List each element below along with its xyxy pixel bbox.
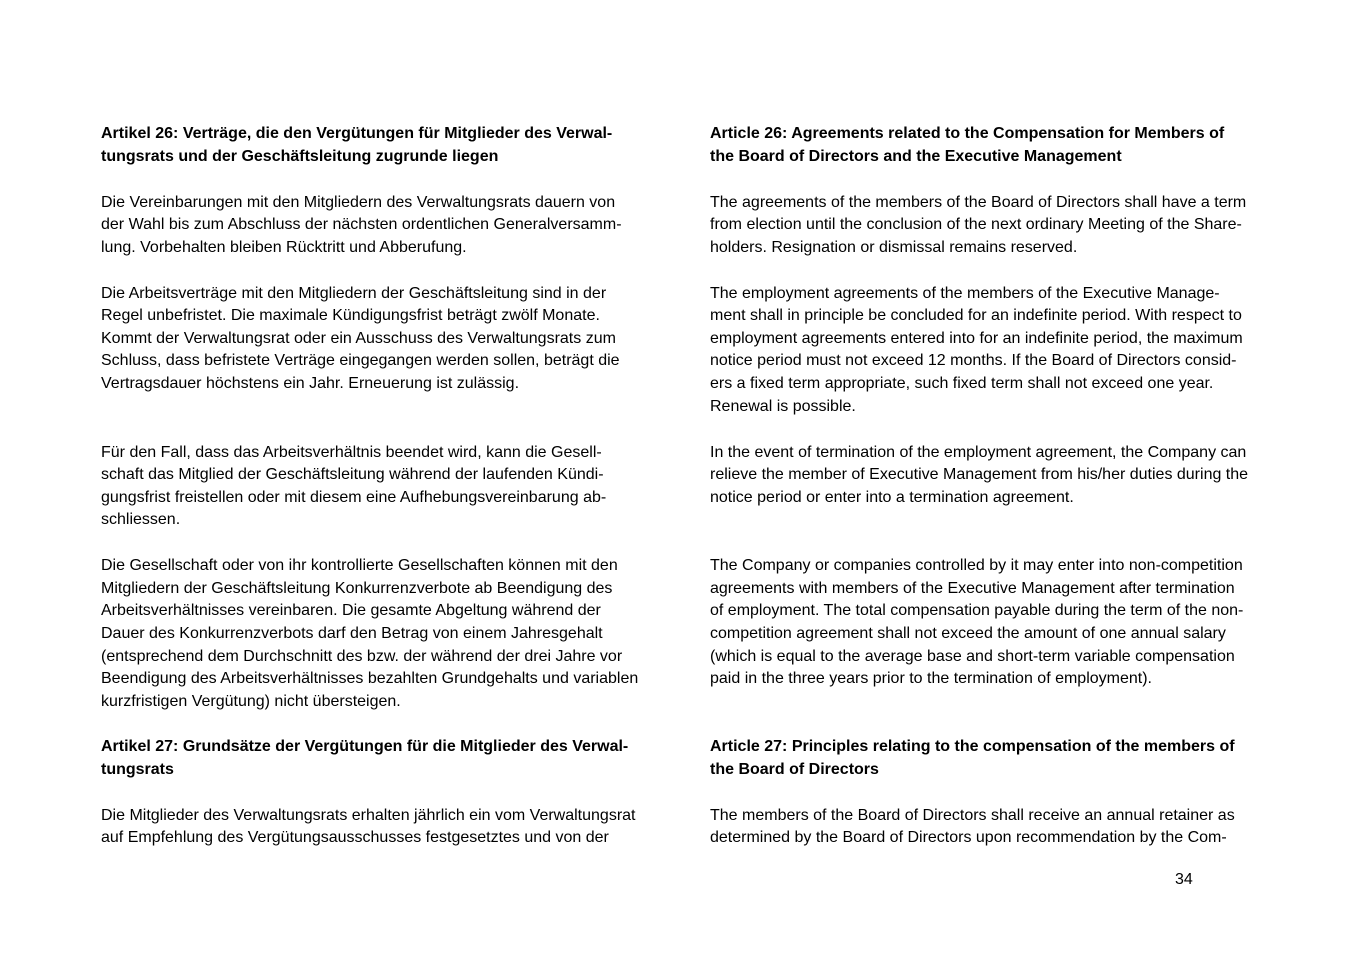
english-p2-line-5: ers a fixed term appropriate, such fixed term shall not exceed one year.: [710, 375, 1214, 392]
english-p4-line-1: The Company or companies controlled by it may enter into non-competition: [710, 557, 1243, 574]
german-p3-line-3: gungsfrist freistellen oder mit diesem eine Aufhebungsvereinbarung ab-: [101, 489, 607, 506]
english-p2-line-3: employment agreements entered into for an indefinite period, the maximum: [710, 330, 1243, 347]
english-p1-line-3: holders. Resignation or dismissal remains reserved.: [710, 239, 1078, 256]
german-p2-line-4: Schluss, dass befristete Verträge eingegangen werden sollen, beträgt die: [101, 352, 620, 369]
english-p2-line-2: ment shall in principle be concluded for an indefinite period. With respect to: [710, 307, 1242, 324]
german-p3-line-1: Für den Fall, dass das Arbeitsverhältnis beendet wird, kann die Gesell-: [101, 444, 602, 461]
english-p5-line-1: The members of the Board of Directors shall receive an annual retainer as: [710, 807, 1235, 824]
german-p4-line-5: (entsprechend dem Durchschnitt des bzw. der während der drei Jahre vor: [101, 648, 623, 665]
english-p1-line-1: The agreements of the members of the Board of Directors shall have a term: [710, 194, 1247, 211]
english-p2-line-6: Renewal is possible.: [710, 398, 856, 415]
english-p4-line-2: agreements with members of the Executive Management after termination: [710, 580, 1235, 597]
english-article-26-heading-line-1: Article 26: Agreements related to the Compensation for Members of: [710, 125, 1225, 142]
german-p2-line-1: Die Arbeitsverträge mit den Mitgliedern der Geschäftsleitung sind in der: [101, 285, 607, 302]
german-p3-line-4: schliessen.: [101, 511, 181, 528]
english-article-27-heading-line-1: Article 27: Principles relating to the compensation of the members of: [710, 738, 1235, 755]
german-article-26-heading-line-2: tungsrats und der Geschäftsleitung zugrunde liegen: [101, 148, 499, 165]
german-p1-line-2: der Wahl bis zum Abschluss der nächsten ordentlichen Generalversamm-: [101, 216, 622, 233]
german-p4-line-7: kurzfristigen Vergütung) nicht übersteigen.: [101, 693, 401, 710]
english-p4-line-4: competition agreement shall not exceed the amount of one annual salary: [710, 625, 1226, 642]
english-p4-line-6: paid in the three years prior to the termination of employment).: [710, 670, 1152, 687]
german-p4-line-6: Beendigung des Arbeitsverhältnisses bezahlten Grundgehalts und variablen: [101, 670, 639, 687]
german-article-27-heading-line-2: tungsrats: [101, 761, 174, 778]
page-number: 34: [1175, 871, 1193, 888]
english-p3-line-2: relieve the member of Executive Management from his/her duties during the: [710, 466, 1249, 483]
german-p3-line-2: schaft das Mitglied der Geschäftsleitung während der laufenden Kündi-: [101, 466, 604, 483]
german-p4-line-2: Mitgliedern der Geschäftsleitung Konkurrenzverbote ab Beendigung des: [101, 580, 613, 597]
german-p1-line-3: lung. Vorbehalten bleiben Rücktritt und Abberufung.: [101, 239, 467, 256]
german-p5-line-1: Die Mitglieder des Verwaltungsrats erhalten jährlich ein vom Verwaltungsrat: [101, 807, 636, 824]
german-p4-line-3: Arbeitsverhältnisses vereinbaren. Die gesamte Abgeltung während der: [101, 602, 601, 619]
english-p3-line-1: In the event of termination of the employment agreement, the Company can: [710, 444, 1247, 461]
german-article-27-heading-line-1: Artikel 27: Grundsätze der Vergütungen für die Mitglieder des Verwal-: [101, 738, 629, 755]
english-p3-line-3: notice period or enter into a termination agreement.: [710, 489, 1074, 506]
german-article-26-heading-line-1: Artikel 26: Verträge, die den Vergütungen für Mitglieder des Verwal-: [101, 125, 613, 142]
english-p4-line-3: of employment. The total compensation payable during the term of the non-: [710, 602, 1244, 619]
german-p2-line-5: Vertragsdauer höchstens ein Jahr. Erneuerung ist zulässig.: [101, 375, 520, 392]
german-p5-line-2: auf Empfehlung des Vergütungsausschusses festgesetztes und von der: [101, 829, 609, 846]
german-p4-line-1: Die Gesellschaft oder von ihr kontrollierte Gesellschaften können mit den: [101, 557, 618, 574]
english-p2-line-4: notice period must not exceed 12 months. If the Board of Directors consid-: [710, 352, 1237, 369]
german-p1-line-1: Die Vereinbarungen mit den Mitgliedern des Verwaltungsrats dauern von: [101, 194, 616, 211]
english-article-27-heading-line-2: the Board of Directors: [710, 761, 879, 778]
german-p2-line-2: Regel unbefristet. Die maximale Kündigungsfrist beträgt zwölf Monate.: [101, 307, 600, 324]
english-p1-line-2: from election until the conclusion of the next ordinary Meeting of the Share-: [710, 216, 1242, 233]
english-p2-line-1: The employment agreements of the members of the Executive Manage-: [710, 285, 1220, 302]
german-p2-line-3: Kommt der Verwaltungsrat oder ein Ausschuss des Verwaltungsrats zum: [101, 330, 616, 347]
english-p4-line-5: (which is equal to the average base and short-term variable compensation: [710, 648, 1235, 665]
german-p4-line-4: Dauer des Konkurrenzverbots darf den Betrag von einem Jahresgehalt: [101, 625, 603, 642]
english-article-26-heading-line-2: the Board of Directors and the Executive Management: [710, 148, 1122, 165]
english-p5-line-2: determined by the Board of Directors upon recommendation by the Com-: [710, 829, 1227, 846]
